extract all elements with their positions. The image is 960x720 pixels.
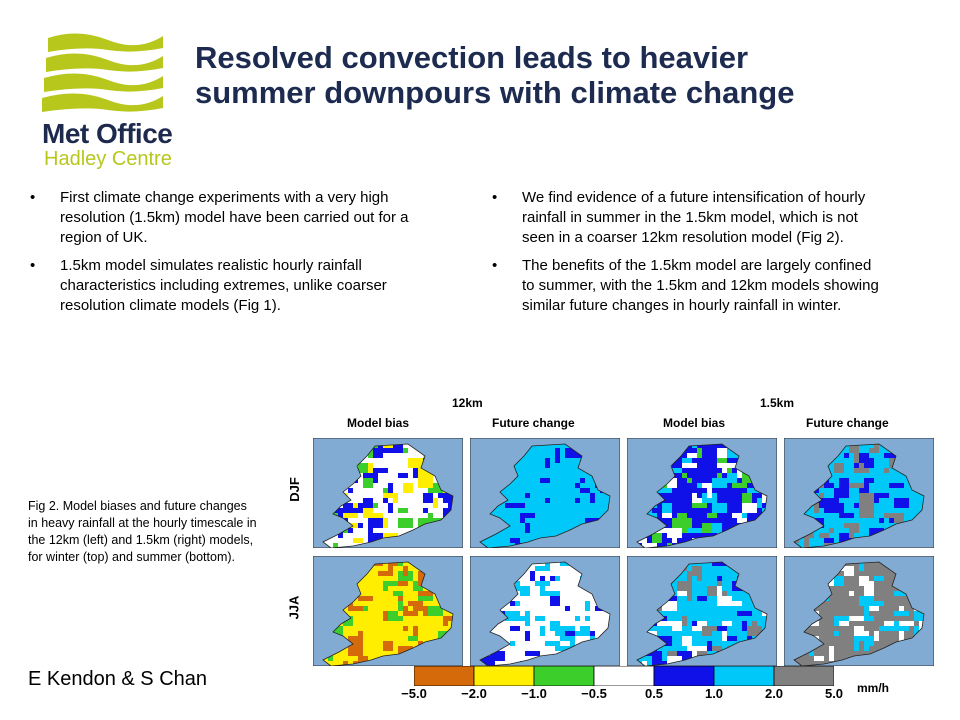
uk-map-icon <box>627 438 777 548</box>
colorbar-tick-label: 2.0 <box>764 686 784 701</box>
group-label-1-5km: 1.5km <box>760 396 795 410</box>
list-item <box>30 256 430 316</box>
column-title: Future change <box>806 416 889 430</box>
colorbar <box>414 666 834 686</box>
bullet-text: 1.5km model simulates realistic hourly rainfall characteristics including extremes, unlike coarser resolution climate models (Fig 1). <box>60 257 387 314</box>
map-panel <box>313 438 463 548</box>
bullet-glyph: • <box>30 189 36 206</box>
colorbar-segment <box>774 666 834 686</box>
uk-map-icon <box>313 438 463 548</box>
uk-map-icon <box>470 438 620 548</box>
figure-caption: Fig 2. Model biases and future changes in heavy rainfall at the hourly timescale in the 12km (left) and 1.5km (right) models, for winter (top) and summer (bottom). <box>28 499 257 564</box>
left-bullet-column <box>30 188 430 324</box>
list-item <box>492 188 882 248</box>
group-label-12km: 12km <box>452 396 483 410</box>
bullet-glyph: • <box>492 189 498 206</box>
map-panel <box>627 556 777 666</box>
colorbar-segment <box>534 666 594 686</box>
bullet-text: The benefits of the 1.5km model are largely confined to summer, with the 1.5km and 12km models showing similar future changes in hourly rainfall in winter. <box>522 257 879 314</box>
title-line-1: Resolved convection leads to heavier <box>195 40 749 75</box>
row-label-jja: JJA <box>286 595 302 620</box>
map-panel <box>313 556 463 666</box>
bullet-text: We find evidence of a future intensification of hourly rainfall in summer in the 1.5km model, which is not seen in a coarser 12km resolution model (Fig 2). <box>522 189 866 246</box>
right-bullet-column <box>492 188 882 324</box>
authors: E Kendon & S Chan <box>28 668 208 690</box>
colorbar-segment <box>654 666 714 686</box>
colorbar-segment <box>594 666 654 686</box>
row-label-djf: DJF <box>286 477 302 502</box>
column-title: Model bias <box>663 416 726 430</box>
column-title: Model bias <box>347 416 410 430</box>
colorbar-tick-label: −0.5 <box>581 686 607 701</box>
map-panel <box>784 556 934 666</box>
uk-map-icon <box>784 438 934 548</box>
uk-map-icon <box>784 556 934 666</box>
colorbar-segment <box>714 666 774 686</box>
colorbar-tick-label: 1.0 <box>704 686 724 701</box>
colorbar-tick-label: −1.0 <box>521 686 547 701</box>
title-line-2: summer downpours with climate change <box>195 75 795 110</box>
colorbar-tick-label: 5.0 <box>824 686 844 701</box>
map-panel <box>470 556 620 666</box>
uk-map-icon <box>627 556 777 666</box>
colorbar-tick-label: −2.0 <box>461 686 487 701</box>
colorbar-segment <box>414 666 474 686</box>
map-panel <box>784 438 934 548</box>
uk-map-icon <box>470 556 620 666</box>
bullet-text: First climate change experiments with a very high resolution (1.5km) model have been carried out for a region of UK. <box>60 189 409 246</box>
colorbar-segment <box>474 666 534 686</box>
bullet-glyph: • <box>492 257 498 274</box>
list-item <box>492 256 882 316</box>
list-item <box>30 188 430 248</box>
page-title <box>195 40 935 110</box>
map-panel <box>627 438 777 548</box>
logo-subtitle: Hadley Centre <box>44 148 172 170</box>
logo-waves-icon <box>38 28 168 123</box>
map-panel <box>470 438 620 548</box>
colorbar-tick-label: 0.5 <box>644 686 664 701</box>
logo-title: Met Office <box>42 118 173 149</box>
uk-map-icon <box>313 556 463 666</box>
colorbar-tick-label: −5.0 <box>401 686 427 701</box>
column-title: Future change <box>492 416 575 430</box>
bullet-glyph: • <box>30 257 36 274</box>
colorbar-unit: mm/h <box>857 681 890 695</box>
